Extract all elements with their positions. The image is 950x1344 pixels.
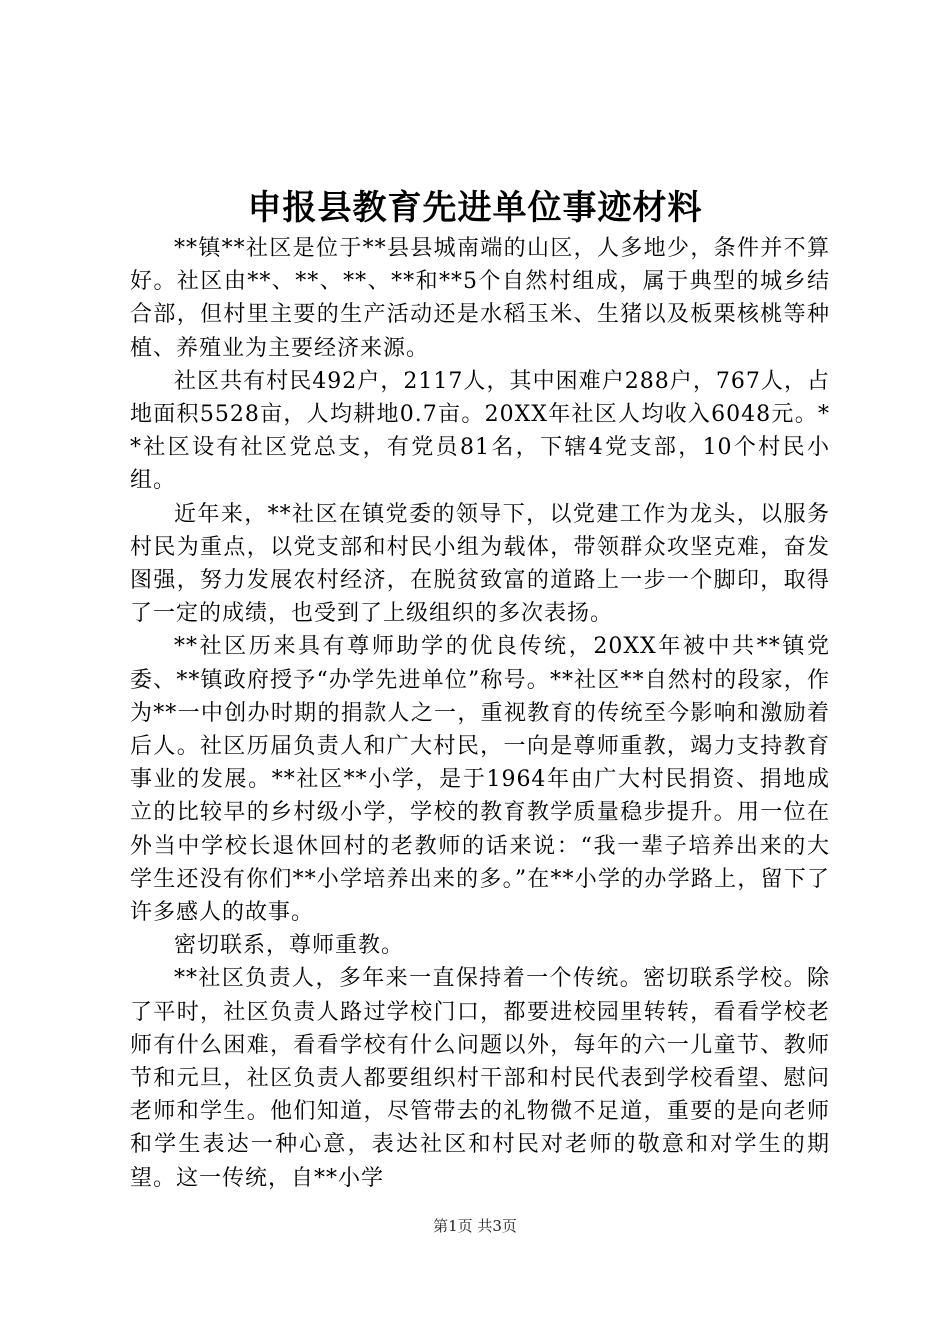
- paragraph-4: **社区历来具有尊师助学的优良传统，20XX年被中共**镇党委、**镇政府授予“办学先进单位”称号。**社区**自然村的段家，作为**一中创办时期的捐款人之一，重视教育的传统至今影响和激励着后人。社区历届负责人和广大村民，一向是尊师重教，竭力支持教育事业的发展。**社区**小学，是于1964年由广大村民捐资、捐地成立的比较早的乡村级小学，学校的教育教学质量稳步提升。用一位在外当中学校长退休回村的老教师的话来说：“我一辈子培养出来的大学生还没有你们**小学培养出来的多。”在**小学的办学路上，留下了许多感人的故事。: [130, 634, 830, 926]
- paragraph-6: **社区负责人，多年来一直保持着一个传统。密切联系学校。除了平时，社区负责人路过学校门口，都要进校园里转转，看看学校老师有什么困难，看看学校有什么问题以外，每年的六一儿童节、教师节和元旦，社区负责人都要组织村干部和村民代表到学校看望、慰问老师和学生。他们知道，尽管带去的礼物微不足道，重要的是向老师和学生表达一种心意，表达社区和村民对老师的敬意和对学生的期望。这一传统，自**小学: [130, 966, 830, 1191]
- paragraph-5-heading: 密切联系，尊师重教。: [174, 933, 405, 959]
- paragraph-3: 近年来，**社区在镇党委的领导下，以党建工作为龙头，以服务村民为重点，以党支部和村民小组为载体，带领群众攻坚克难，奋发图强，努力发展农村经济，在脱贫致富的道路上一步一个脚印，取得了一定的成绩，也受到了上级组织的多次表扬。: [130, 501, 830, 627]
- paragraph-1: **镇**社区是位于**县县城南端的山区，人多地少，条件并不算好。社区由**、**、**、**和**5个自然村组成，属于典型的城乡结合部，但村里主要的生产活动还是水稻玉米、生猪以及板栗核桃等种植、养殖业为主要经济来源。: [130, 236, 830, 361]
- document-title: 申报县教育先进单位事迹材料: [247, 188, 703, 228]
- document-body: [130, 232, 830, 1195]
- paragraph-2: 社区共有村民492户，2117人，其中困难户288户，767人，占地面积5528亩，人均耕地0.7亩。20XX年社区人均收入6048元。**社区设有社区党总支，有党员81名，下辖4党支部，10个村民小组。: [130, 368, 830, 494]
- page-footer: 第1页 共3页: [433, 1217, 517, 1235]
